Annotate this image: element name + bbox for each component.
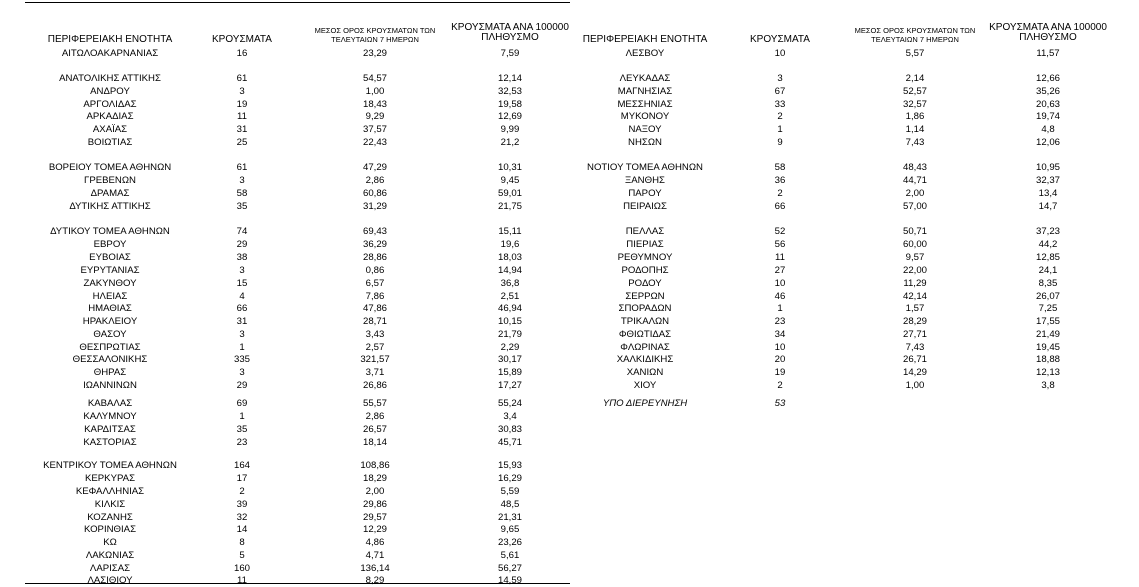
cell-per: 44,2 <box>1038 239 1058 250</box>
cell-per: 19,74 <box>1035 111 1060 122</box>
cell-per: 14,7 <box>1038 201 1058 212</box>
cell-cases: 38 <box>236 252 248 263</box>
cell-cases: 19 <box>236 99 248 110</box>
cell-name: ΛΕΥΚΑΔΑΣ <box>619 73 671 84</box>
cell-name: ΦΘΙΩΤΙΔΑΣ <box>618 329 672 340</box>
cell-name: ΑΡΓΟΛΙΔΑΣ <box>83 99 137 110</box>
cell-avg: 1,86 <box>905 111 925 122</box>
table-row <box>0 161 1139 174</box>
cell-per: 48,5 <box>500 499 520 510</box>
cell-cases: 1 <box>239 411 245 422</box>
header-region-left: ΠΕΡΙΦΕΡΕΙΑΚΗ ΕΝΟΤΗΤΑ <box>47 34 173 45</box>
cell-cases: 16 <box>236 48 248 59</box>
cell-per: 4,8 <box>1041 124 1055 135</box>
cell-cases: 2 <box>777 188 783 199</box>
cell-name: ΗΜΑΘΙΑΣ <box>88 303 132 314</box>
table-row <box>0 353 1139 366</box>
cell-per: 23,26 <box>497 537 522 548</box>
cell-cases: 34 <box>774 329 786 340</box>
cell-name: ΜΥΚΟΝΟΥ <box>620 111 670 122</box>
cell-per: 10,95 <box>1035 162 1060 173</box>
table-row <box>0 187 1139 200</box>
cell-avg: 1,00 <box>905 380 925 391</box>
table-row <box>0 397 1139 410</box>
cell-per: 13,4 <box>1038 188 1058 199</box>
cell-avg: 28,86 <box>362 252 387 263</box>
cell-per: 9,45 <box>500 175 520 186</box>
cell-per: 21,79 <box>497 329 522 340</box>
cell-cases: 1 <box>239 342 245 353</box>
cell-cases: 2 <box>777 380 783 391</box>
cell-avg: 23,29 <box>362 48 387 59</box>
cell-per: 5,59 <box>500 486 520 497</box>
cell-per: 12,14 <box>497 73 522 84</box>
table-row <box>0 110 1139 123</box>
cell-name: ΤΡΙΚΑΛΩΝ <box>620 316 670 327</box>
cell-avg: 2,00 <box>365 486 385 497</box>
cell-cases: 56 <box>774 239 786 250</box>
cell-per: 16,29 <box>497 473 522 484</box>
cell-per: 45,71 <box>497 437 522 448</box>
cell-cases: 66 <box>236 303 248 314</box>
cell-cases: 31 <box>236 124 248 135</box>
cell-name: ΔΡΑΜΑΣ <box>90 188 130 199</box>
cell-per: 21,75 <box>497 201 522 212</box>
cell-cases: 335 <box>233 354 250 365</box>
cell-avg: 12,29 <box>362 524 387 535</box>
cell-avg: 28,71 <box>362 316 387 327</box>
cell-per: 19,6 <box>500 239 520 250</box>
cell-name: ΝΗΣΩΝ <box>628 137 662 148</box>
cell-cases: 14 <box>236 524 248 535</box>
cell-per: 19,45 <box>1035 342 1060 353</box>
cell-name: ΡΕΘΥΜΝΟΥ <box>617 252 673 263</box>
cell-cases: 3 <box>239 175 245 186</box>
cell-avg: 29,57 <box>362 512 387 523</box>
cell-per: 32,37 <box>1035 175 1060 186</box>
cell-per: 21,2 <box>500 137 520 148</box>
cell-name: ΡΟΔΟΠΗΣ <box>621 265 669 276</box>
cell-per: 12,06 <box>1035 137 1060 148</box>
cell-name: ΣΠΟΡΑΔΩΝ <box>618 303 672 314</box>
cell-cases: 66 <box>774 201 786 212</box>
cell-avg: 54,57 <box>362 73 387 84</box>
cell-per: 11,57 <box>1036 48 1060 59</box>
table-row <box>0 264 1139 277</box>
cell-cases: 160 <box>233 563 250 574</box>
cell-cases: 25 <box>236 137 248 148</box>
cell-avg: 3,43 <box>365 329 385 340</box>
cell-cases: 3 <box>239 367 245 378</box>
cell-name: ΧΙΟΥ <box>633 380 657 391</box>
cell-avg: 8,29 <box>365 575 385 586</box>
cell-cases: 23 <box>236 437 248 448</box>
cell-name: ΔΥΤΙΚΗΣ ΑΤΤΙΚΗΣ <box>69 201 151 212</box>
cell-cases: 58 <box>774 162 786 173</box>
cell-avg: 44,71 <box>902 175 927 186</box>
cell-per: 12,85 <box>1035 252 1060 263</box>
cell-per: 12,66 <box>1035 73 1060 84</box>
cell-cases: 32 <box>236 512 248 523</box>
table-row <box>0 277 1139 290</box>
cell-per: 14,94 <box>497 265 522 276</box>
cell-avg: 9,57 <box>905 252 925 263</box>
cell-name: ΜΑΓΝΗΣΙΑΣ <box>617 86 673 97</box>
cell-cases: 27 <box>774 265 786 276</box>
cell-avg: 47,86 <box>362 303 387 314</box>
cell-per: 36,8 <box>500 278 520 289</box>
cell-cases: 1 <box>777 303 783 314</box>
cell-avg: 28,29 <box>902 316 927 327</box>
table-row <box>0 423 1139 436</box>
cell-per: 30,83 <box>497 424 522 435</box>
cell-name: ΑΡΚΑΔΙΑΣ <box>86 111 134 122</box>
table-row <box>0 574 1139 587</box>
table-row <box>0 200 1139 213</box>
cell-avg: 0,86 <box>365 265 385 276</box>
cell-name: ΠΕΙΡΑΙΩΣ <box>623 201 667 212</box>
cell-cases: 23 <box>774 316 786 327</box>
cell-cases: 31 <box>236 316 248 327</box>
cell-name: ΧΑΛΚΙΔΙΚΗΣ <box>616 354 674 365</box>
cell-name: ΖΑΚΥΝΘΟΥ <box>83 278 137 289</box>
cell-cases: 8 <box>239 537 245 548</box>
cell-per: 55,24 <box>497 398 522 409</box>
cell-per: 12,69 <box>497 111 522 122</box>
cell-avg: 7,86 <box>365 291 385 302</box>
cell-name: ΚΑΡΔΙΤΣΑΣ <box>84 424 136 435</box>
cell-avg: 1,57 <box>905 303 925 314</box>
header-avg7-right: ΜΕΣΟΣ ΟΡΟΣ ΚΡΟΥΣΜΑΤΩΝ ΤΩΝ ΤΕΛΕΥΤΑΙΩΝ 7 ΗΜΕΡΩΝ <box>854 26 976 44</box>
cell-per: 15,11 <box>498 226 522 237</box>
cell-name: ΑΧΑΪΑΣ <box>92 124 128 135</box>
cell-cases: 33 <box>774 99 786 110</box>
cell-per: 3,8 <box>1041 380 1055 391</box>
cell-name: ΛΕΣΒΟΥ <box>625 48 665 59</box>
cell-name: ΡΟΔΟΥ <box>628 278 662 289</box>
cell-per: 20,63 <box>1035 99 1060 110</box>
cell-name: ΚΙΛΚΙΣ <box>94 499 126 510</box>
cell-cases: 20 <box>774 354 786 365</box>
cell-avg: 36,29 <box>362 239 387 250</box>
cell-per: 2,51 <box>500 291 520 302</box>
cell-name: ΚΕΡΚΥΡΑΣ <box>84 473 135 484</box>
cell-cases: 39 <box>236 499 248 510</box>
cell-cases: 61 <box>236 162 248 173</box>
cell-per: 10,31 <box>497 162 522 173</box>
table-row <box>0 251 1139 264</box>
header-per100k-right: ΚΡΟΥΣΜΑΤΑ ΑΝΑ 100000 ΠΛΗΘΥΣΜΟ <box>989 22 1107 43</box>
cell-per: 14,59 <box>497 575 522 586</box>
cell-per: 10,15 <box>497 316 522 327</box>
cell-avg: 321,57 <box>360 354 390 365</box>
cell-name: ΠΙΕΡΙΑΣ <box>626 239 664 250</box>
cell-cases: 9 <box>777 137 783 148</box>
cell-avg: 32,57 <box>902 99 927 110</box>
table-row <box>0 315 1139 328</box>
cell-cases: 15 <box>236 278 248 289</box>
cell-name: ΙΩΑΝΝΙΝΩΝ <box>83 380 137 391</box>
cell-avg: 18,43 <box>362 99 387 110</box>
cell-per: 7,25 <box>1038 303 1058 314</box>
cell-per: 9,99 <box>500 124 520 135</box>
cell-avg: 26,71 <box>902 354 927 365</box>
cell-cases: 164 <box>233 460 250 471</box>
cell-name: ΣΕΡΡΩΝ <box>625 291 665 302</box>
cell-per: 59,01 <box>497 188 522 199</box>
cell-name: ΞΑΝΘΗΣ <box>625 175 665 186</box>
cell-name: ΠΕΛΛΑΣ <box>625 226 665 237</box>
cell-name: ΘΕΣΣΑΛΟΝΙΚΗΣ <box>72 354 148 365</box>
cell-cases: 67 <box>774 86 786 97</box>
cell-per: 19,58 <box>497 99 522 110</box>
cell-cases: 4 <box>239 291 245 302</box>
cell-per: 15,93 <box>497 460 522 471</box>
cell-per: 3,4 <box>503 411 517 422</box>
cell-cases: 69 <box>236 398 248 409</box>
cell-avg: 1,14 <box>905 124 925 135</box>
cell-avg: 60,00 <box>902 239 927 250</box>
cell-avg: 7,43 <box>905 137 925 148</box>
cell-name: ΝΑΞΟΥ <box>628 124 662 135</box>
table-top-border <box>25 2 570 3</box>
cell-name: ΛΑΚΩΝΙΑΣ <box>85 550 135 561</box>
table-row <box>0 47 1139 60</box>
cell-name: ΑΝΔΡΟΥ <box>90 86 130 97</box>
cell-avg: 2,00 <box>905 188 925 199</box>
cell-avg: 11,29 <box>903 278 927 289</box>
cell-avg: 60,86 <box>362 188 387 199</box>
cell-per: 21,31 <box>497 512 522 523</box>
cell-cases: 17 <box>236 473 248 484</box>
cell-per: 56,27 <box>497 563 522 574</box>
cell-name: ΒΟΡΕΙΟΥ ΤΟΜΕΑ ΑΘΗΝΩΝ <box>48 162 172 173</box>
header-cases-right: ΚΡΟΥΣΜΑΤΑ <box>750 34 810 45</box>
cell-per: 2,29 <box>500 342 520 353</box>
table-row <box>0 136 1139 149</box>
cell-avg: 31,29 <box>362 201 387 212</box>
cell-per: 30,17 <box>497 354 522 365</box>
cell-cases: 11 <box>775 252 785 263</box>
cell-name: ΚΑΒΑΛΑΣ <box>87 398 133 409</box>
cell-per: 15,89 <box>497 367 522 378</box>
table-row <box>0 366 1139 379</box>
cell-avg: 14,29 <box>902 367 927 378</box>
cell-name: ΘΑΣΟΥ <box>93 329 127 340</box>
cell-name: ΚΟΡΙΝΘΙΑΣ <box>83 524 137 535</box>
table-row <box>0 85 1139 98</box>
cell-cases: 5 <box>239 550 245 561</box>
header-region-right: ΠΕΡΙΦΕΡΕΙΑΚΗ ΕΝΟΤΗΤΑ <box>582 34 708 45</box>
cell-avg: 22,00 <box>902 265 927 276</box>
cell-avg: 26,86 <box>362 380 387 391</box>
cell-cases: 46 <box>774 291 786 302</box>
cell-name: ΗΛΕΙΑΣ <box>92 291 128 302</box>
cell-name: ΧΑΝΙΩΝ <box>626 367 664 378</box>
cell-avg: 37,57 <box>362 124 387 135</box>
table-row <box>0 328 1139 341</box>
table-row <box>0 238 1139 251</box>
cell-avg: 29,86 <box>362 499 387 510</box>
cell-name: ΕΥΒΟΙΑΣ <box>89 252 131 263</box>
table-row <box>0 536 1139 549</box>
cell-name: ΑΙΤΩΛΟΑΚΑΡΝΑΝΙΑΣ <box>61 48 159 59</box>
cell-name: ΚΕΦΑΛΛΗΝΙΑΣ <box>75 486 145 497</box>
cell-per: 8,35 <box>1038 278 1058 289</box>
cell-per: 18,03 <box>497 252 522 263</box>
cell-cases: 29 <box>236 380 248 391</box>
cell-name: ΠΑΡΟΥ <box>628 188 662 199</box>
cell-avg: 42,14 <box>902 291 927 302</box>
cell-per: 37,23 <box>1035 226 1060 237</box>
cell-name: ΘΗΡΑΣ <box>93 367 127 378</box>
table-row <box>0 436 1139 449</box>
table-row <box>0 472 1139 485</box>
cell-avg: 9,29 <box>365 111 385 122</box>
cell-cases: 36 <box>774 175 786 186</box>
cell-avg: 55,57 <box>362 398 387 409</box>
cell-avg: 136,14 <box>360 563 390 574</box>
cell-name: ΝΟΤΙΟΥ ΤΟΜΕΑ ΑΘΗΝΩΝ <box>587 162 703 173</box>
cell-avg: 48,43 <box>902 162 927 173</box>
cell-avg: 52,57 <box>902 86 927 97</box>
cell-cases: 2 <box>239 486 245 497</box>
cell-avg: 4,71 <box>365 550 385 561</box>
table-row <box>0 549 1139 562</box>
table-row <box>0 498 1139 511</box>
cell-name: ΜΕΣΣΗΝΙΑΣ <box>617 99 673 110</box>
cell-per: 26,07 <box>1035 291 1060 302</box>
cell-name: ΒΟΙΩΤΙΑΣ <box>87 137 133 148</box>
cell-avg: 26,57 <box>362 424 387 435</box>
cell-avg: 2,86 <box>365 411 385 422</box>
cell-cases: 11 <box>237 575 247 586</box>
cell-cases: 3 <box>239 86 245 97</box>
cell-cases: 10 <box>774 342 786 353</box>
cell-avg: 22,43 <box>362 137 387 148</box>
cell-cases: 52 <box>774 226 786 237</box>
cell-name: ΔΥΤΙΚΟΥ ΤΟΜΕΑ ΑΘΗΝΩΝ <box>50 226 170 237</box>
table-row <box>0 379 1139 392</box>
cell-cases: 3 <box>239 265 245 276</box>
cell-name: ΛΑΡΙΣΑΣ <box>89 563 131 574</box>
cell-avg: 18,29 <box>362 473 387 484</box>
cell-cases: 19 <box>774 367 786 378</box>
table-row <box>0 410 1139 423</box>
table-row <box>0 123 1139 136</box>
cell-avg: 50,71 <box>902 226 927 237</box>
header-per100k-left: ΚΡΟΥΣΜΑΤΑ ΑΝΑ 100000 ΠΛΗΘΥΣΜΟ <box>451 22 569 43</box>
cell-cases: 10 <box>774 278 786 289</box>
cell-per: 12,13 <box>1035 367 1060 378</box>
cell-name: ΥΠΟ ΔΙΕΡΕΥΝΗΣΗ <box>602 398 688 409</box>
cell-cases: 3 <box>239 329 245 340</box>
cell-cases: 74 <box>236 226 248 237</box>
cell-avg: 108,86 <box>360 460 390 471</box>
cell-avg: 69,43 <box>362 226 387 237</box>
table-row <box>0 523 1139 536</box>
cell-name: ΚΕΝΤΡΙΚΟΥ ΤΟΜΕΑ ΑΘΗΝΩΝ <box>43 460 177 471</box>
cell-per: 18,88 <box>1035 354 1060 365</box>
cell-cases: 35 <box>236 201 248 212</box>
cell-cases: 2 <box>777 111 783 122</box>
table-row <box>0 72 1139 85</box>
cell-avg: 27,71 <box>902 329 927 340</box>
cell-name: ΚΟΖΑΝΗΣ <box>87 512 133 523</box>
cell-per: 17,27 <box>497 380 522 391</box>
cell-per: 35,26 <box>1035 86 1060 97</box>
cell-per: 9,65 <box>500 524 520 535</box>
cell-cases: 29 <box>236 239 248 250</box>
table-row <box>0 302 1139 315</box>
cell-name: ΚΑΣΤΟΡΙΑΣ <box>83 437 137 448</box>
table-row <box>0 485 1139 498</box>
cell-name: ΚΑΛΥΜΝΟΥ <box>83 411 137 422</box>
header-cases-left: ΚΡΟΥΣΜΑΤΑ <box>212 34 272 45</box>
cell-avg: 57,00 <box>902 201 927 212</box>
table-row <box>0 174 1139 187</box>
cell-cases: 53 <box>774 398 786 409</box>
cell-name: ΑΝΑΤΟΛΙΚΗΣ ΑΤΤΙΚΗΣ <box>59 73 161 84</box>
cell-name: ΘΕΣΠΡΩΤΙΑΣ <box>79 342 141 353</box>
cell-avg: 7,43 <box>905 342 925 353</box>
cell-avg: 2,57 <box>365 342 385 353</box>
cell-avg: 5,57 <box>905 48 925 59</box>
cell-cases: 10 <box>774 48 786 59</box>
table-row <box>0 225 1139 238</box>
cell-cases: 11 <box>237 111 247 122</box>
cell-name: ΓΡΕΒΕΝΩΝ <box>84 175 136 186</box>
cell-cases: 61 <box>236 73 248 84</box>
cell-per: 46,94 <box>497 303 522 314</box>
cell-per: 32,53 <box>497 86 522 97</box>
header-avg7-left: ΜΕΣΟΣ ΟΡΟΣ ΚΡΟΥΣΜΑΤΩΝ ΤΩΝ ΤΕΛΕΥΤΑΙΩΝ 7 ΗΜΕΡΩΝ <box>314 26 436 44</box>
cell-avg: 47,29 <box>362 162 387 173</box>
cell-avg: 1,00 <box>365 86 385 97</box>
cell-avg: 3,71 <box>365 367 385 378</box>
cell-name: ΕΒΡΟΥ <box>93 239 127 250</box>
cell-name: ΚΩ <box>103 537 117 548</box>
cell-per: 24,1 <box>1038 265 1058 276</box>
cell-name: ΗΡΑΚΛΕΙΟΥ <box>82 316 138 327</box>
cell-cases: 1 <box>777 124 783 135</box>
cell-cases: 58 <box>236 188 248 199</box>
cell-cases: 3 <box>777 73 783 84</box>
cell-avg: 18,14 <box>362 437 387 448</box>
cell-name: ΛΑΣΙΘΙΟΥ <box>87 575 133 586</box>
cell-avg: 4,86 <box>365 537 385 548</box>
cell-per: 7,59 <box>500 48 520 59</box>
cell-avg: 6,57 <box>365 278 385 289</box>
cell-avg: 2,86 <box>365 175 385 186</box>
cell-cases: 35 <box>236 424 248 435</box>
table-row <box>0 459 1139 472</box>
cell-per: 21,49 <box>1035 329 1060 340</box>
cell-name: ΕΥΡΥΤΑΝΙΑΣ <box>80 265 140 276</box>
cell-name: ΦΛΩΡΙΝΑΣ <box>620 342 670 353</box>
cell-per: 17,55 <box>1035 316 1060 327</box>
cell-avg: 2,14 <box>905 73 925 84</box>
cell-per: 5,61 <box>500 550 520 561</box>
